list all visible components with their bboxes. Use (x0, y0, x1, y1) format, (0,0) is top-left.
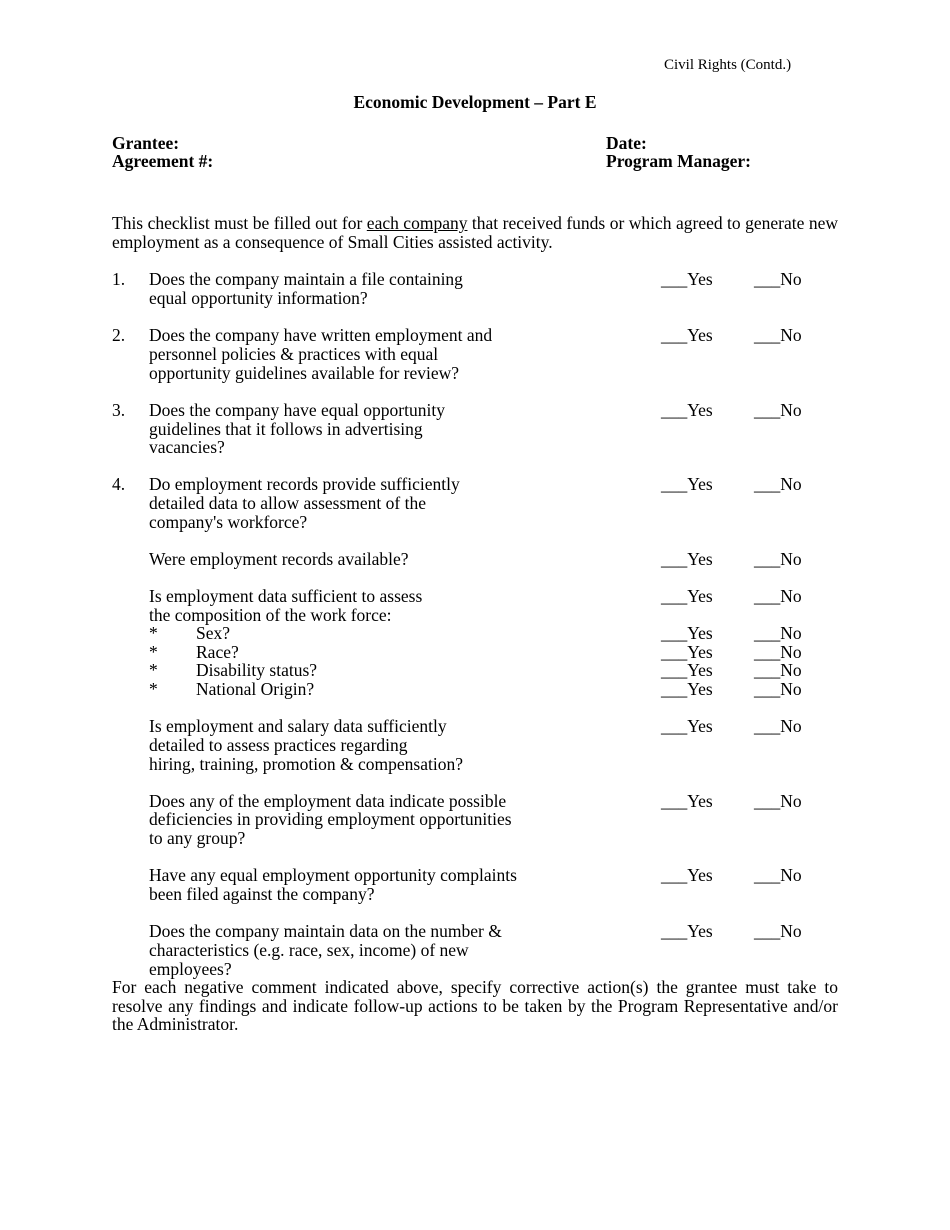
yes-answer-blank[interactable]: ___Yes (661, 642, 713, 662)
no-answer-blank[interactable]: ___No (754, 716, 802, 736)
question-text-line: detailed to assess practices regarding (149, 735, 408, 755)
question-text-line: hiring, training, promotion & compensation? (149, 754, 463, 774)
no-answer-blank[interactable]: ___No (754, 269, 802, 289)
question-text-line: Does the company maintain data on the number & (149, 921, 502, 941)
question-number: 3. (112, 400, 126, 420)
subitem-race: Race? (196, 642, 239, 662)
no-answer-blank[interactable]: ___No (754, 679, 802, 699)
yes-answer-blank[interactable]: ___Yes (661, 586, 713, 606)
question-text-line: Is employment data sufficient to assess (149, 586, 423, 606)
yes-answer-blank[interactable]: ___Yes (661, 400, 713, 420)
question-text-line: guidelines that it follows in advertising (149, 419, 423, 439)
subitem-sex: Sex? (196, 623, 231, 643)
footer-instructions: For each negative comment indicated above, specify corrective action(s) the grantee must take to resolve any findings and indicate follow-up actions to be taken by the Program Representative and/or the Administrator. (112, 977, 838, 1035)
intro-pre: This checklist must be filled out for (112, 213, 367, 233)
question-text-line: opportunity guidelines available for review? (149, 363, 460, 383)
subitem-national-origin: National Origin? (196, 679, 315, 699)
no-answer-blank[interactable]: ___No (754, 921, 802, 941)
no-answer-blank[interactable]: ___No (754, 791, 802, 811)
yes-answer-blank[interactable]: ___Yes (661, 921, 713, 941)
question-text-line: Have any equal employment opportunity complaints (149, 865, 517, 885)
no-answer-blank[interactable]: ___No (754, 400, 802, 420)
no-answer-blank[interactable]: ___No (754, 325, 802, 345)
question-text-line: equal opportunity information? (149, 288, 368, 308)
yes-answer-blank[interactable]: ___Yes (661, 269, 713, 289)
no-answer-blank[interactable]: ___No (754, 549, 802, 569)
question-text-line: Does the company maintain a file containing (149, 269, 463, 289)
question-number: 1. (112, 269, 126, 289)
question-text-line: characteristics (e.g. race, sex, income) of new (149, 940, 469, 960)
question-number: 4. (112, 474, 126, 494)
yes-answer-blank[interactable]: ___Yes (661, 660, 713, 680)
yes-answer-blank[interactable]: ___Yes (661, 791, 713, 811)
grantee-label: Grantee: (112, 133, 180, 153)
question-text-line: detailed data to allow assessment of the (149, 493, 427, 513)
question-text-line: to any group? (149, 828, 246, 848)
bullet: * (149, 679, 158, 699)
yes-answer-blank[interactable]: ___Yes (661, 679, 713, 699)
section-header: Civil Rights (Contd.) (664, 57, 792, 73)
no-answer-blank[interactable]: ___No (754, 586, 802, 606)
yes-answer-blank[interactable]: ___Yes (661, 474, 713, 494)
question-text-line: company's workforce? (149, 512, 308, 532)
agreement-label: Agreement #: (112, 151, 214, 171)
yes-answer-blank[interactable]: ___Yes (661, 325, 713, 345)
question-text-line: been filed against the company? (149, 884, 375, 904)
yes-answer-blank[interactable]: ___Yes (661, 865, 713, 885)
bullet: * (149, 660, 158, 680)
yes-answer-blank[interactable]: ___Yes (661, 623, 713, 643)
question-text-line: Were employment records available? (149, 549, 409, 569)
page-title: Economic Development – Part E (353, 92, 597, 112)
question-text-line: personnel policies & practices with equal (149, 344, 439, 364)
question-text-line: Is employment and salary data sufficiently (149, 716, 447, 736)
question-text-line: the composition of the work force: (149, 605, 392, 625)
question-text-line: employees? (149, 959, 232, 979)
subitem-disability: Disability status? (196, 660, 318, 680)
question-text-line: Does the company have written employment and (149, 325, 493, 345)
program-manager-label: Program Manager: (606, 151, 751, 171)
no-answer-blank[interactable]: ___No (754, 660, 802, 680)
bullet: * (149, 623, 158, 643)
yes-answer-blank[interactable]: ___Yes (661, 549, 713, 569)
date-label: Date: (606, 133, 647, 153)
question-text-line: Do employment records provide sufficiently (149, 474, 460, 494)
question-text-line: Does the company have equal opportunity (149, 400, 445, 420)
question-text-line: Does any of the employment data indicate possible (149, 791, 507, 811)
question-number: 2. (112, 325, 126, 345)
no-answer-blank[interactable]: ___No (754, 642, 802, 662)
bullet: * (149, 642, 158, 662)
no-answer-blank[interactable]: ___No (754, 865, 802, 885)
yes-answer-blank[interactable]: ___Yes (661, 716, 713, 736)
intro-paragraph (112, 214, 838, 251)
intro-post: that received funds or which agreed to generate new employment as a consequence of Small Cities assisted activity. (112, 213, 839, 252)
question-text-line: vacancies? (149, 437, 225, 457)
no-answer-blank[interactable]: ___No (754, 623, 802, 643)
no-answer-blank[interactable]: ___No (754, 474, 802, 494)
intro-underlined: each company (366, 213, 468, 233)
question-text-line: deficiencies in providing employment opportunities (149, 809, 512, 829)
